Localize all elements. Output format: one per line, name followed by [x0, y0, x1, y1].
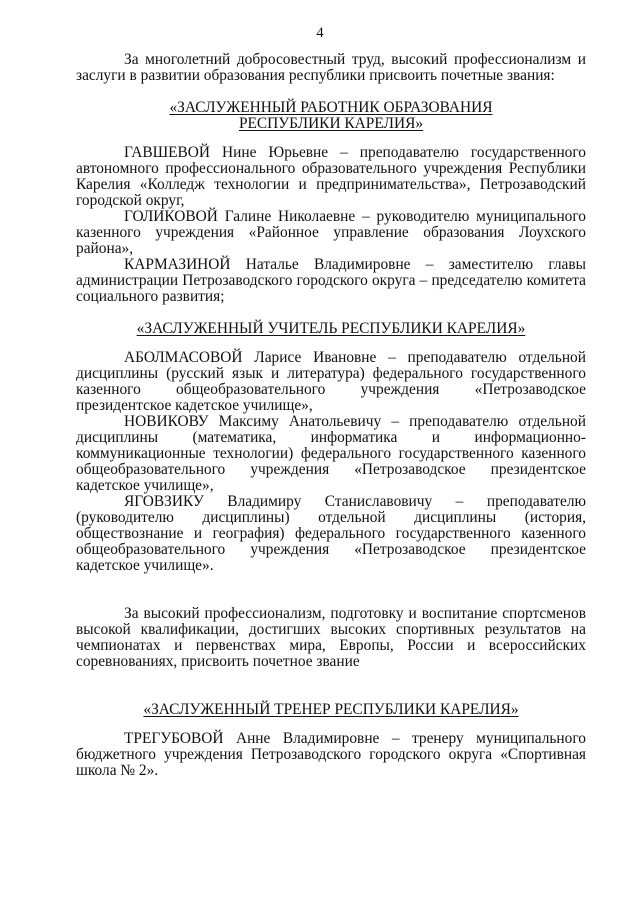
intro-paragraph: За высокий профессионализм, подготовку и воспитание спортсменов высокой квалификации, достигших высоких спортивных результатов на чемпионатах и первенствах мира, Европы, России и всероссийских соревнованиях, присвоить почетное звание — [76, 605, 586, 670]
heading-line: «ЗАСЛУЖЕННЫЙ РАБОТНИК ОБРАЗОВАНИЯ — [169, 99, 493, 116]
intro-paragraph: За многолетний добросовестный труд, высокий профессионализм и заслуги в развитии образования республики присвоить почетные звания: — [76, 51, 586, 84]
page-number: 4 — [316, 25, 324, 41]
heading-line: РЕСПУБЛИКИ КАРЕЛИЯ» — [238, 115, 424, 132]
award-recipient-paragraph: АБОЛМАСОВОЙ Ларисе Ивановне – преподавателю отдельной дисциплины (русский язык и литература) федерального государственного казенного общеобразовательного учреждения «Петрозаводское президентское кадетское училище», — [76, 349, 586, 414]
document-body — [76, 52, 586, 779]
award-recipient-paragraph: ЯГОВЗИКУ Владимиру Станиславовичу – преподавателю (руководителю дисциплины) отдельной дисциплины (история, обществознание и география) федерального государственного казенного общеобразовательного учреждения «Петрозаводское президентское кадетское училище». — [76, 493, 586, 574]
honorary-title-heading-coach: «ЗАСЛУЖЕННЫЙ ТРЕНЕР РЕСПУБЛИКИ КАРЕЛИЯ» — [143, 701, 519, 718]
award-recipient-paragraph: ГОЛИКОВОЙ Галине Николаевне – руководителю муниципального казенного учреждения «Районное управление образования Лоухского района», — [76, 208, 586, 257]
award-recipient-paragraph: ТРЕГУБОВОЙ Анне Владимировне – тренеру муниципального бюджетного учреждения Петрозаводского городского округа «Спортивная школа № 2». — [76, 730, 586, 779]
honorary-title-heading-teacher: «ЗАСЛУЖЕННЫЙ УЧИТЕЛЬ РЕСПУБЛИКИ КАРЕЛИЯ» — [136, 320, 526, 337]
award-recipient-paragraph: ГАВШЕВОЙ Нине Юрьевне – преподавателю государственного автономного профессионального образовательного учреждения Республики Карелия «Колледж технологии и предпринимательства», Петрозаводский городской округ, — [76, 144, 586, 209]
honorary-title-heading-education-worker — [76, 100, 586, 132]
award-recipient-paragraph: КАРМАЗИНОЙ Наталье Владимировне – заместителю главы администрации Петрозаводского городского округа – председателю комитета социального развития; — [76, 256, 586, 305]
award-recipient-paragraph: НОВИКОВУ Максиму Анатольевичу – преподавателю отдельной дисциплины (математика, информатика и информационно-коммуникационные технологии) федерального государственного казенного общеобразовательного учреждения «Петрозаводское президентское кадетское училище», — [76, 413, 586, 494]
